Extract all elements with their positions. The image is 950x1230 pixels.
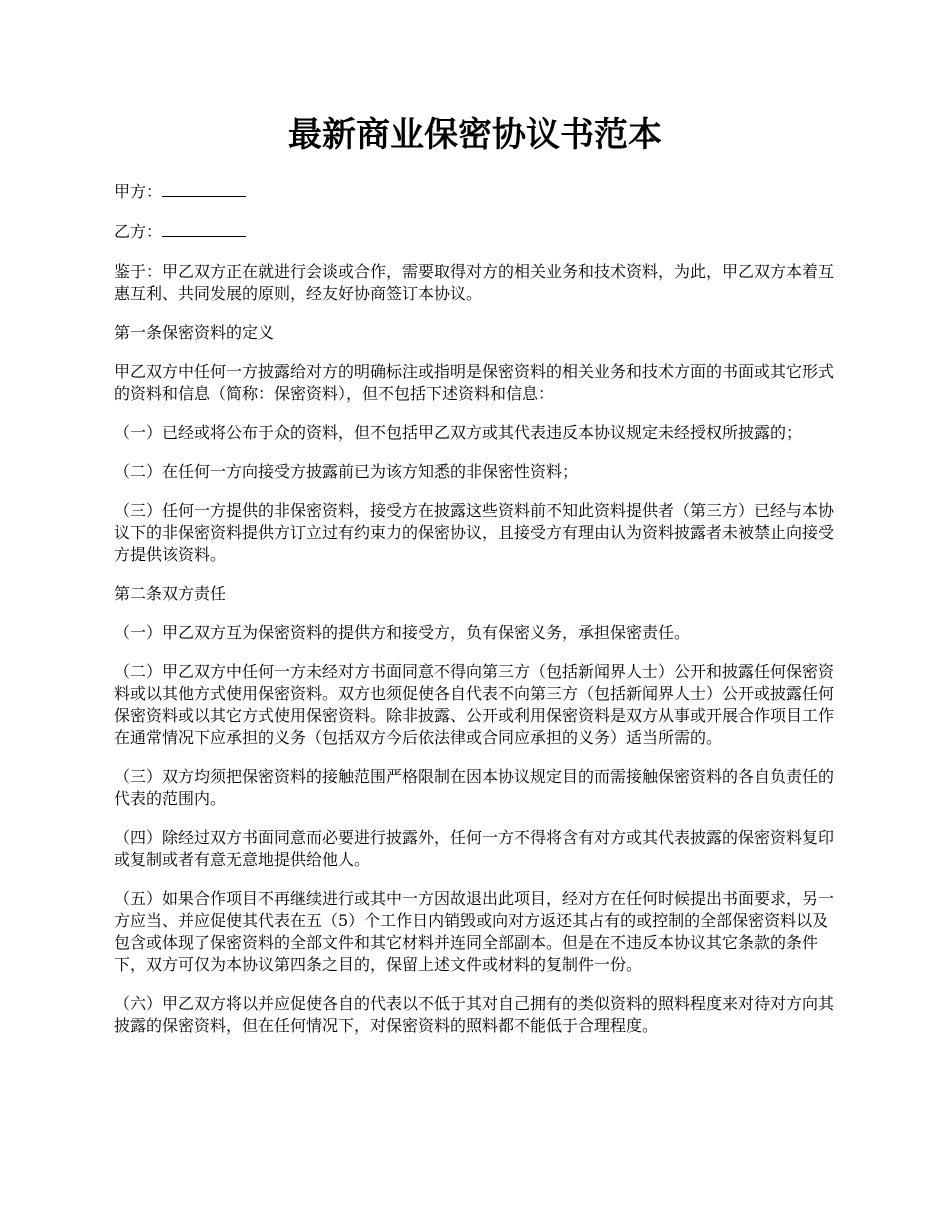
- article-2-clause-3: （三）双方均须把保密资料的接触范围严格限制在因本协议规定目的而需接触保密资料的各自负责任的代表的范围内。: [114, 767, 835, 808]
- article-2-clause-2: （二）甲乙双方中任何一方未经对方书面同意不得向第三方（包括新闻界人士）公开和披露任何保密资料或以其他方式使用保密资料。双方也须促使各自代表不向第三方（包括新闻界人士）公开或披露任何保密资料或以其它方式使用保密资料。除非披露、公开或利用保密资料是双方从事或开展合作项目工作在通常情况下应承担的义务（包括双方今后依法律或合同应承担的义务）适当所需的。: [114, 662, 835, 747]
- article-2-heading: 第二条双方责任: [114, 584, 227, 603]
- party-b-line: [114, 221, 840, 243]
- article-1-definition: 甲乙双方中任何一方披露给对方的明确标注或指明是保密资料的相关业务和技术方面的书面或其它形式的资料和信息（简称：保密资料），但不包括下述资料和信息：: [114, 362, 835, 403]
- document-body: [114, 181, 840, 1054]
- article-1-clause-3: （三）任何一方提供的非保密资料，接受方在披露这些资料前不知此资料提供者（第三方）已经与本协议下的非保密资料提供方订立过有约束力的保密协议，且接受方有理由认为资料披露者未被禁止向接受方提供该资料。: [114, 501, 835, 564]
- article-1-clause-2: （二）在任何一方向接受方披露前已为该方知悉的非保密性资料；: [114, 462, 579, 481]
- party-a-blank: [162, 182, 246, 197]
- party-a-label: 甲方：: [114, 182, 163, 201]
- article-2-clause-6: （六）甲乙双方将以并应促使各自的代表以不低于其对自己拥有的类似资料的照料程度来对待对方向其披露的保密资料，但在任何情况下，对保密资料的照料都不能低于合理程度。: [114, 994, 835, 1035]
- article-1-heading: 第一条保密资料的定义: [114, 323, 275, 342]
- party-b-blank: [162, 222, 246, 237]
- article-1-clause-1: （一）已经或将公布于众的资料，但不包括甲乙双方或其代表违反本协议规定未经授权所披露的；: [114, 423, 803, 442]
- document-title: 最新商业保密协议书范本: [288, 115, 662, 155]
- recital-paragraph: 鉴于：甲乙双方正在就进行会谈或合作，需要取得对方的相关业务和技术资料，为此，甲乙双方本着互惠互利、共同发展的原则，经友好协商签订本协议。: [114, 262, 835, 303]
- article-2-clause-1: （一）甲乙双方互为保密资料的提供方和接受方，负有保密义务，承担保密责任。: [114, 623, 691, 642]
- party-b-label: 乙方：: [114, 222, 163, 241]
- article-2-clause-5: （五）如果合作项目不再继续进行或其中一方因故退出此项目，经对方在任何时候提出书面要求，另一方应当、并应促使其代表在五（5）个工作日内销毁或向对方返还其占有的或控制的全部保密资料以及包含或体现了保密资料的全部文件和其它材料并连同全部副本。但是在不违反本协议其它条款的条件下，双方可仅为本协议第四条之目的，保留上述文件或材料的复制件一份。: [114, 889, 835, 974]
- party-a-line: [114, 181, 840, 203]
- article-2-clause-4: （四）除经过双方书面同意而必要进行披露外，任何一方不得将含有对方或其代表披露的保密资料复印或复制或者有意无意地提供给他人。: [114, 828, 835, 869]
